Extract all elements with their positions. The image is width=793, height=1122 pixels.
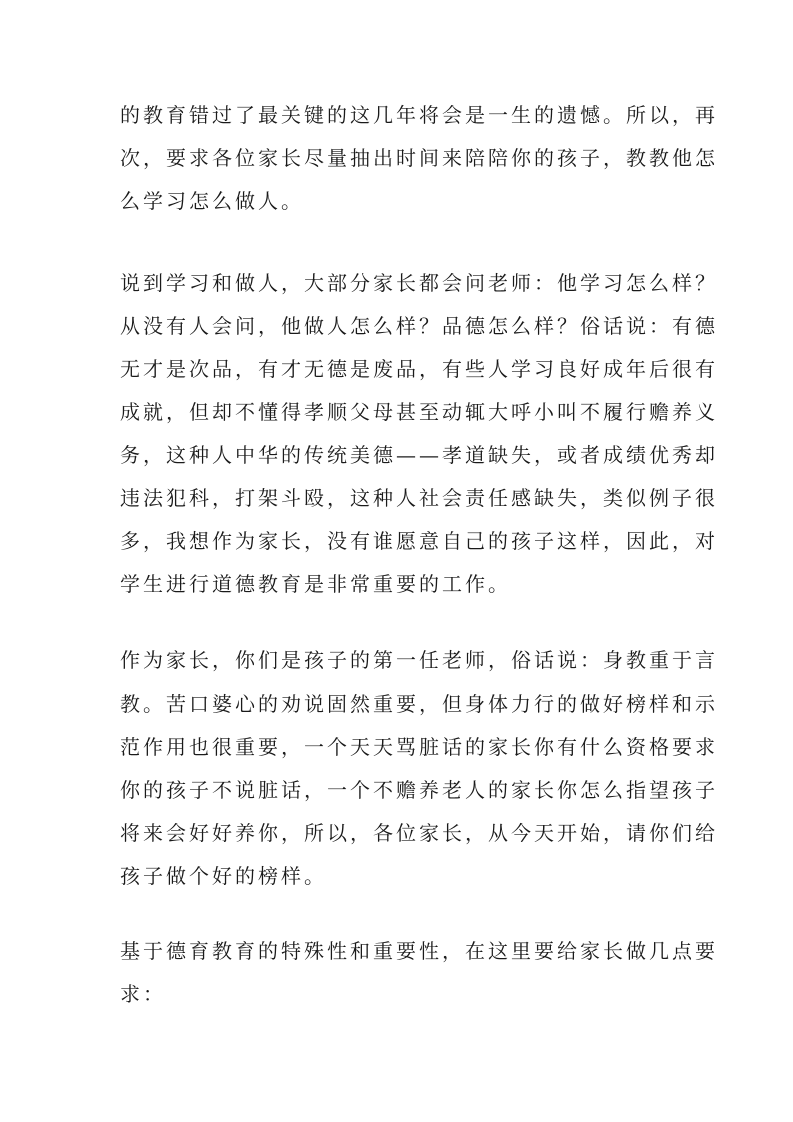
paragraph-3-line-1: 作为家长，你们是孩子的第一任老师，俗话说：身教重于言 (120, 648, 718, 672)
paragraph-1-line-1: 的教育错过了最关键的这几年将会是一生的遗憾。所以，再 (120, 103, 718, 127)
paragraph-2-line-1: 说到学习和做人，大部分家长都会问老师：他学习怎么样？ (120, 271, 718, 295)
paragraph-1-line-2: 次，要求各位家长尽量抽出时间来陪陪你的孩子，教教他怎 (120, 146, 718, 170)
paragraph-3-line-4: 你的孩子不说脏话，一个不赡养老人的家长你怎么指望孩子 (120, 778, 718, 802)
paragraph-3-line-6: 孩子做个好的榜样。 (120, 864, 327, 888)
paragraph-3-line-3: 范作用也很重要，一个天天骂脏话的家长你有什么资格要求 (120, 735, 718, 759)
paragraph-4-line-2: 求： (120, 982, 166, 1006)
paragraph-3-line-5: 将来会好好养你，所以，各位家长，从今天开始，请你们给 (120, 821, 718, 845)
paragraph-2-line-4: 成就，但却不懂得孝顺父母甚至动辄大呼小叫不履行赡养义 (120, 400, 718, 424)
paragraph-4-line-1: 基于德育教育的特殊性和重要性，在这里要给家长做几点要 (120, 939, 718, 963)
paragraph-1-line-3: 么学习怎么做人。 (120, 189, 304, 213)
paragraph-2-line-3: 无才是次品，有才无德是废品，有些人学习良好成年后很有 (120, 357, 718, 381)
paragraph-3-line-2: 教。苦口婆心的劝说固然重要，但身体力行的做好榜样和示 (120, 692, 718, 716)
paragraph-2-line-7: 多，我想作为家长，没有谁愿意自己的孩子这样，因此，对 (120, 529, 718, 553)
paragraph-2-line-6: 违法犯科，打架斗殴，这种人社会责任感缺失，类似例子很 (120, 486, 718, 510)
paragraph-2-line-2: 从没有人会问，他做人怎么样？品德怎么样？俗话说：有德 (120, 314, 718, 338)
paragraph-2-line-8: 学生进行道德教育是非常重要的工作。 (120, 572, 511, 596)
paragraph-2-line-5: 务，这种人中华的传统美德——孝道缺失，或者成绩优秀却 (120, 443, 718, 467)
